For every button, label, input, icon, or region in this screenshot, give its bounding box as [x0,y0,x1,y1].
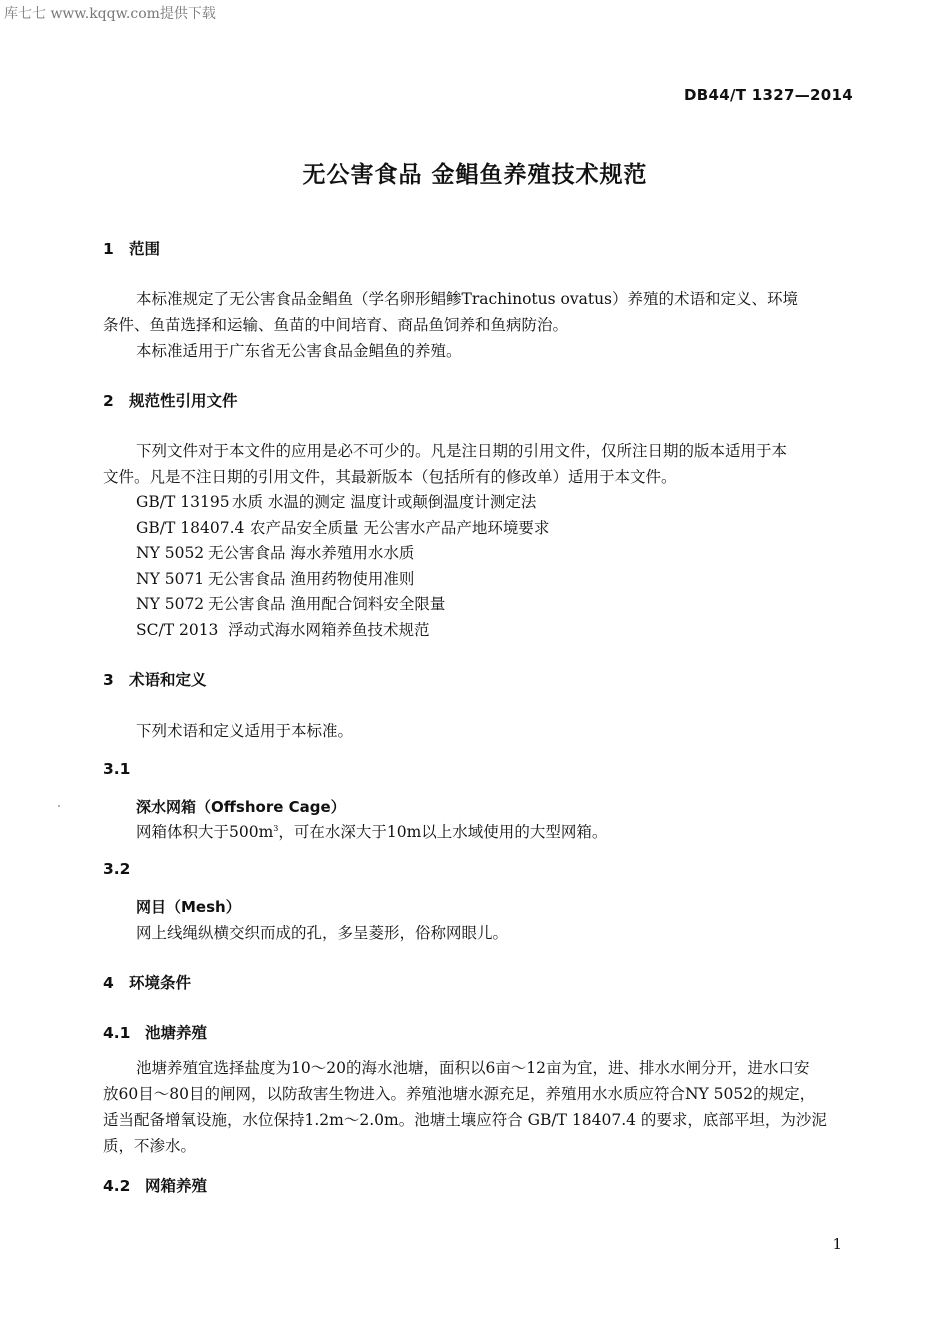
subsection-number: 4.1 [103,1024,131,1042]
s1-paragraph-line: 条件、鱼苗选择和运输、鱼苗的中间培育、商品鱼饲养和鱼病防治。 [103,316,569,334]
reference-title: 无公害食品 渔用配合饲料安全限量 [208,595,446,613]
watermark-text: 库七七 www.kqqw.com提供下载 [4,6,216,22]
reference-title: 无公害食品 渔用药物使用准则 [208,570,415,588]
term-3-1-number: 3.1 [103,760,131,778]
reference-code: NY 5071 [136,570,205,588]
reference-item [136,592,445,614]
s1-paragraph: 本标准适用于广东省无公害食品金鲳鱼的养殖。 [136,342,462,360]
section-title: 范围 [129,240,161,258]
term-3-1-definition [136,820,607,842]
reference-item [136,541,414,563]
subsection-4-2-heading [103,1174,207,1196]
section-4-heading [103,971,191,993]
section-title: 环境条件 [129,974,192,992]
s3-intro: 下列术语和定义适用于本标准。 [136,722,354,740]
definition-text: 网箱体积大于500m [136,823,274,841]
section-number: 1 [103,240,114,258]
section-title: 规范性引用文件 [129,392,238,410]
s4-1-paragraph-line: 适当配备增氧设施，水位保持1.2m～2.0m。池塘土壤应符合 GB/T 18407.4 的要求，底部平坦，为沙泥 [103,1111,827,1129]
reference-code: GB/T 13195 [136,493,230,511]
term-3-2-number: 3.2 [103,860,131,878]
reference-title: 浮动式海水网箱养鱼技术规范 [228,621,430,639]
standard-code: DB44/T 1327—2014 [684,86,853,104]
term-3-2-name: 网目（Mesh） [136,898,241,916]
section-number: 4 [103,974,114,992]
scan-speck [58,805,60,807]
term-3-2-definition: 网上线绳纵横交织而成的孔，多呈菱形，俗称网眼儿。 [136,924,509,942]
reference-code: GB/T 18407.4 [136,519,245,537]
s2-paragraph-line: 文件。凡是不注日期的引用文件，其最新版本（包括所有的修改单）适用于本文件。 [103,468,677,486]
reference-item [136,516,549,538]
definition-text: ，可在水深大于10m以上水域使用的大型网箱。 [278,823,608,841]
s4-1-paragraph-line: 质，不渗水。 [103,1137,197,1155]
section-number: 2 [103,392,114,410]
s1-paragraph-line: 本标准规定了无公害食品金鲳鱼（学名卵形鲳鲹Trachinotus ovatus）养殖的术语和定义、环境 [136,290,799,308]
subsection-number: 4.2 [103,1177,131,1195]
reference-title: 农产品安全质量 无公害水产品产地环境要求 [250,519,550,537]
reference-code: SC/T 2013 [136,621,219,639]
section-1-heading [103,237,160,259]
section-2-heading [103,389,238,411]
section-title: 术语和定义 [129,671,207,689]
reference-code: NY 5072 [136,595,205,613]
subsection-4-1-heading [103,1021,207,1043]
reference-item [136,490,536,512]
reference-code: NY 5052 [136,544,205,562]
s4-1-paragraph-line: 放60目～80目的闸网，以防敌害生物进入。养殖池塘水源充足，养殖用水水质应符合NY 5052的规定， [103,1085,816,1103]
s2-paragraph-line: 下列文件对于本文件的应用是必不可少的。凡是注日期的引用文件，仅所注日期的版本适用于本 [136,442,788,460]
subsection-title: 池塘养殖 [145,1024,208,1042]
reference-item [136,567,414,589]
document-title: 无公害食品 金鲳鱼养殖技术规范 [302,162,648,188]
reference-title: 水质 水温的测定 温度计或颠倒温度计测定法 [232,493,537,511]
subsection-title: 网箱养殖 [145,1177,208,1195]
page-number: 1 [832,1235,842,1253]
superscript: 3 [273,823,279,833]
section-number: 3 [103,671,114,689]
s4-1-paragraph-line: 池塘养殖宜选择盐度为10～20的海水池塘，面积以6亩～12亩为宜，进、排水水闸分开，进水口安 [136,1059,810,1077]
reference-title: 无公害食品 海水养殖用水水质 [208,544,415,562]
section-3-heading [103,668,207,690]
reference-item [136,618,430,640]
term-3-1-name: 深水网箱（Offshore Cage） [136,798,346,816]
